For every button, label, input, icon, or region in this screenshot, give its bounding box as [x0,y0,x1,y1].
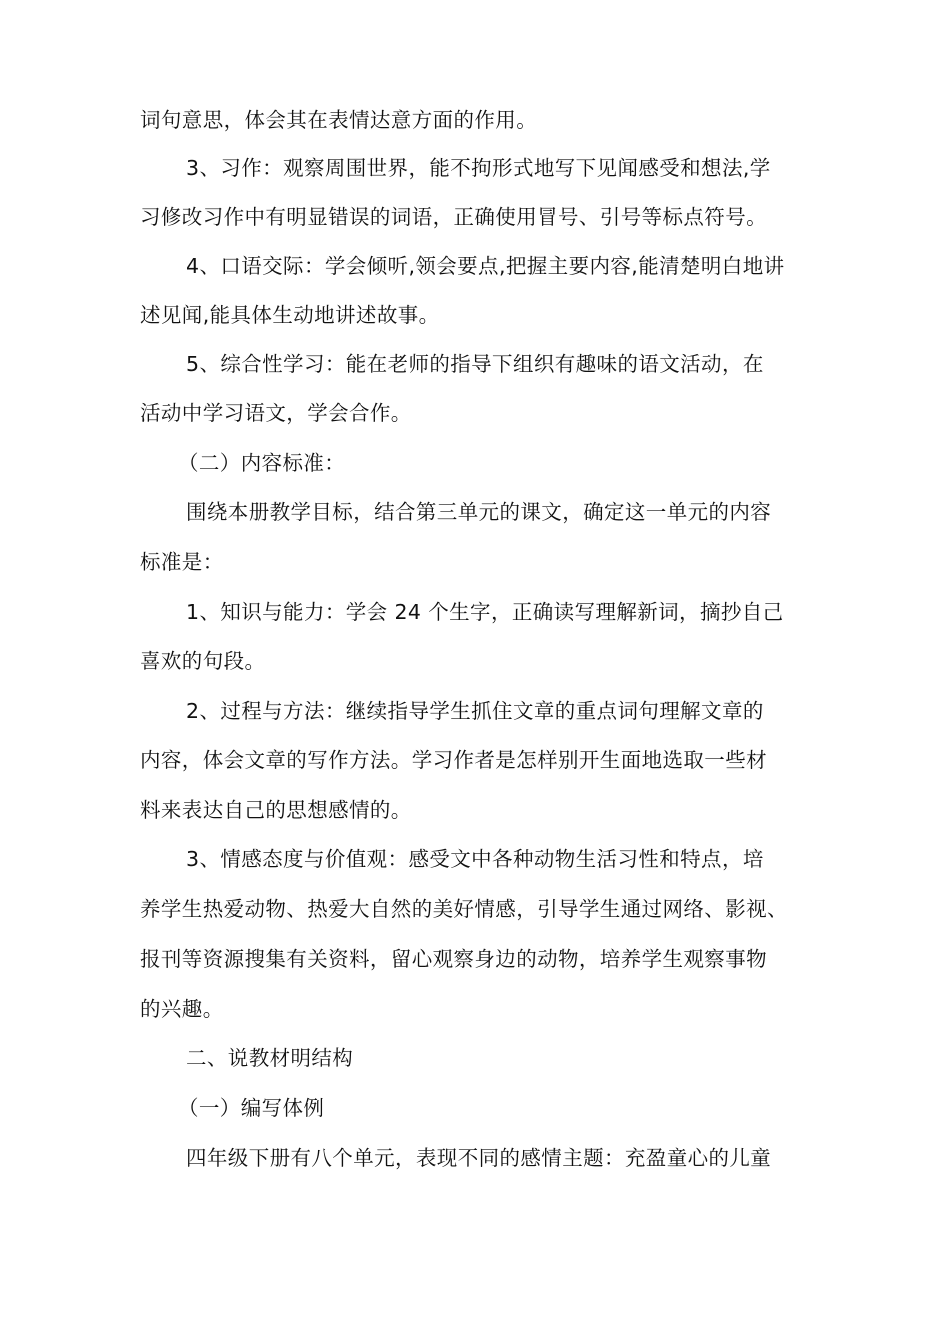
text-line: 3、习作：观察周围世界，能不拘形式地写下见闻感受和想法,学 [186,156,771,180]
text-line: 词句意思，体会其在表情达意方面的作用。 [140,108,538,132]
text-line: 5、综合性学习：能在老师的指导下组织有趣味的语文活动，在 [186,352,764,376]
text-line: 活动中学习语文，学会合作。 [140,401,412,425]
text-line: 料来表达自己的思想感情的。 [140,798,412,822]
text-line: 报刊等资源搜集有关资料，留心观察身边的动物，培养学生观察事物 [140,947,767,971]
text-line: 2、过程与方法：继续指导学生抓住文章的重点词句理解文章的 [186,699,764,723]
text-line: 内容，体会文章的写作方法。学习作者是怎样别开生面地选取一些材 [140,748,767,772]
section-heading: （二）内容标准： [178,451,346,475]
text-line: 述见闻,能具体生动地讲述故事。 [140,303,440,327]
text-line: 4、口语交际：学会倾听,领会要点,把握主要内容,能清楚明白地讲 [186,254,785,278]
text-line: 习修改习作中有明显错误的词语，正确使用冒号、引号等标点符号。 [140,205,767,229]
section-heading: （一）编写体例 [178,1096,325,1120]
text-line: 喜欢的句段。 [140,649,266,673]
text-line: 四年级下册有八个单元，表现不同的感情主题：充盈童心的儿童 [186,1146,772,1170]
text-line: 1、知识与能力：学会 24 个生字，正确读写理解新词，摘抄自己 [186,600,784,624]
text-line: 标准是： [140,550,224,574]
text-line: 3、情感态度与价值观：感受文中各种动物生活习性和特点，培 [186,847,764,871]
text-line: 围绕本册教学目标，结合第三单元的课文，确定这一单元的内容 [186,500,772,524]
text-line: 的兴趣。 [140,997,224,1021]
text-line: 养学生热爱动物、热爱大自然的美好情感，引导学生通过网络、影视、 [140,897,788,921]
section-heading: 二、说教材明结构 [186,1046,354,1070]
